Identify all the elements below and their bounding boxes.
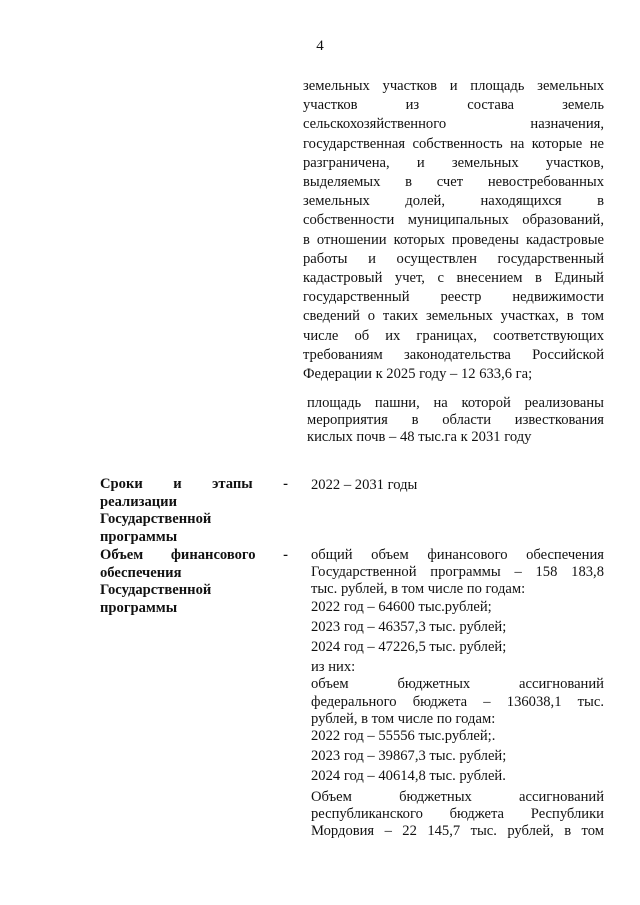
label-line — [100, 547, 288, 565]
text-line: республиканского бюджета Республики — [311, 805, 604, 822]
text-line: 2022 – 2031 годы — [311, 477, 418, 493]
label-line: Государственной — [100, 582, 212, 598]
text-line: земельных долей, находящихся в — [303, 193, 604, 210]
text-line: Государственной программы – 158 183,8 — [311, 564, 604, 581]
label-word: этапы — [212, 476, 253, 492]
text-line: общий объем финансового обеспечения — [311, 547, 604, 563]
label-line: реализации — [100, 493, 178, 510]
text-line: тыс. рублей, в том числе по годам: — [311, 581, 526, 598]
year-line: 2023 год – 39867,3 тыс. рублей; — [311, 748, 507, 765]
text-line: в отношении которых проведены кадастровые — [303, 231, 604, 248]
text-line: собственности муниципальных образований, — [303, 212, 604, 229]
label-word: и — [173, 476, 182, 492]
text-line: федерального бюджета – 136038,1 тыс. — [311, 693, 604, 710]
text-line: государственная собственность на которые не — [303, 135, 604, 152]
text-line: выделяемых в счет невостребованных — [303, 174, 604, 191]
text-line: объем бюджетных ассигнований — [311, 676, 604, 693]
year-line: 2024 год – 40614,8 тыс. рублей. — [311, 768, 506, 785]
label-word: - — [283, 476, 288, 492]
label-line: программы — [100, 528, 178, 545]
text-line: кадастровый учет, с внесением в Единый — [303, 270, 604, 287]
label-line: программы — [100, 599, 178, 616]
text-line: площадь пашни, на которой реализованы — [307, 395, 604, 411]
year-line: 2022 год – 64600 тыс.рублей; — [311, 598, 492, 615]
text-line: сельскохозяйственного назначения, — [303, 116, 604, 133]
terms-value — [311, 476, 604, 495]
label-word: Объем — [100, 547, 144, 563]
indicator-liming — [307, 395, 604, 447]
text-line: работы и осуществлен государственный — [303, 250, 604, 267]
text-line: Мордовия – 22 145,7 тыс. рублей, в том — [311, 823, 604, 840]
text-line: числе об их границах, соответствующих — [303, 327, 604, 344]
label-line — [100, 476, 288, 494]
text-line: рублей, в том числе по годам: — [311, 710, 496, 727]
text-line: требованиям законодательства Российской — [303, 346, 604, 363]
label-line: Государственной — [100, 511, 212, 527]
label-word: финансового — [170, 547, 256, 563]
label-word: - — [283, 547, 288, 563]
text-line: земельных участков и площадь земельных — [303, 78, 604, 94]
text-line: из них: — [311, 659, 356, 676]
text-line: Федерации к 2025 году – 12 633,6 га; — [303, 366, 533, 383]
year-line: 2022 год – 55556 тыс.рублей;. — [311, 728, 496, 745]
text-line: мероприятия в области известкования — [307, 412, 604, 429]
label-word: Сроки — [100, 476, 143, 492]
indicators-continuation — [303, 77, 604, 384]
financing-label — [100, 547, 288, 617]
text-line: разграничена, и земельных участков, — [303, 154, 604, 171]
text-line: сведений о таких земельных участках, в том — [303, 308, 604, 325]
text-line: участков из состава земель — [303, 97, 604, 114]
page-number: 4 — [316, 38, 324, 54]
year-line: 2024 год – 47226,5 тыс. рублей; — [311, 639, 507, 656]
financing-total — [311, 547, 604, 840]
year-line: 2023 год – 46357,3 тыс. рублей; — [311, 618, 507, 635]
text-line: Объем бюджетных ассигнований — [311, 788, 604, 805]
text-line: государственный реестр недвижимости — [303, 289, 604, 306]
terms-label — [100, 476, 288, 546]
text-line: кислых почв – 48 тыс.га к 2031 году — [307, 429, 532, 446]
label-line: обеспечения — [100, 564, 182, 581]
